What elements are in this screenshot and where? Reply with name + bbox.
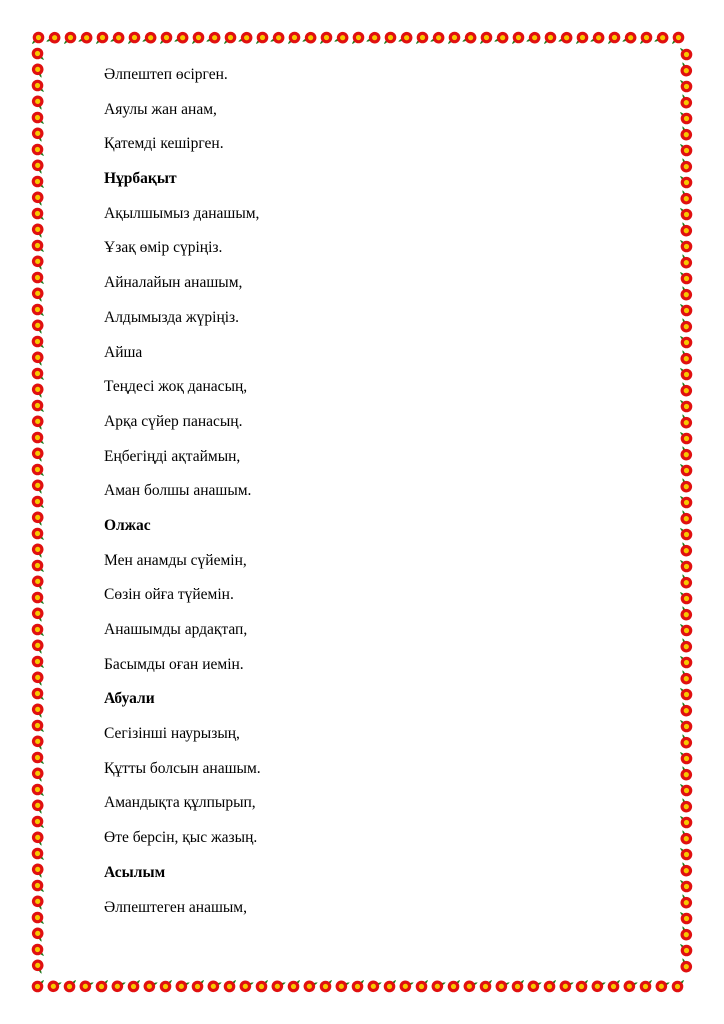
red-flower-icon <box>270 978 286 994</box>
red-flower-icon <box>206 30 222 46</box>
red-flower-icon <box>678 190 694 206</box>
poem-line: Аман болшы анашым. <box>104 482 252 500</box>
poem-author-heading: Асылым <box>104 863 166 881</box>
red-flower-icon <box>30 878 46 894</box>
red-flower-icon <box>30 978 46 994</box>
red-flower-icon <box>110 30 126 46</box>
red-flower-icon <box>446 978 462 994</box>
red-flower-icon <box>678 462 694 478</box>
red-flower-icon <box>446 30 462 46</box>
red-flower-icon <box>254 978 270 994</box>
poem-text <box>104 64 644 931</box>
red-flower-icon <box>678 382 694 398</box>
red-flower-icon <box>678 222 694 238</box>
poem-line: Теңдесі жоқ данасың, <box>104 378 248 396</box>
red-flower-icon <box>30 830 46 846</box>
red-flower-icon <box>30 430 46 446</box>
red-flower-icon <box>110 978 126 994</box>
red-flower-icon <box>30 142 46 158</box>
red-flower-icon <box>30 302 46 318</box>
red-flower-icon <box>574 30 590 46</box>
red-flower-icon <box>638 978 654 994</box>
red-flower-icon <box>542 30 558 46</box>
poem-line: Алдымызда жүріңіз. <box>104 308 240 326</box>
red-flower-icon <box>478 30 494 46</box>
poem-line: Амандықта құлпырып, <box>104 794 256 812</box>
red-flower-icon <box>678 638 694 654</box>
red-flower-icon <box>238 978 254 994</box>
red-flower-icon <box>678 414 694 430</box>
red-flower-icon <box>30 606 46 622</box>
red-flower-icon <box>678 894 694 910</box>
red-flower-icon <box>678 782 694 798</box>
red-flower-icon <box>94 30 110 46</box>
red-flower-icon <box>30 814 46 830</box>
red-flower-icon <box>510 30 526 46</box>
red-flower-icon <box>30 382 46 398</box>
red-flower-icon <box>30 590 46 606</box>
red-flower-icon <box>678 526 694 542</box>
red-flower-icon <box>142 978 158 994</box>
red-flower-icon <box>678 718 694 734</box>
red-flower-icon <box>638 30 654 46</box>
red-flower-icon <box>142 30 158 46</box>
poem-line: Сегізінші наурызың, <box>104 725 240 743</box>
red-flower-icon <box>286 978 302 994</box>
red-flower-icon <box>30 622 46 638</box>
red-flower-icon <box>678 238 694 254</box>
red-flower-icon <box>654 30 670 46</box>
red-flower-icon <box>30 94 46 110</box>
red-flower-icon <box>678 302 694 318</box>
red-flower-icon <box>678 158 694 174</box>
poem-line: Арқа сүйер панасың. <box>104 412 243 430</box>
red-flower-icon <box>678 702 694 718</box>
red-flower-icon <box>30 494 46 510</box>
red-flower-icon <box>678 142 694 158</box>
red-flower-icon <box>678 510 694 526</box>
red-flower-icon <box>542 978 558 994</box>
red-flower-icon <box>430 30 446 46</box>
red-flower-icon <box>30 462 46 478</box>
red-flower-icon <box>46 978 62 994</box>
red-flower-icon <box>414 30 430 46</box>
red-flower-icon <box>678 110 694 126</box>
red-flower-icon <box>222 978 238 994</box>
red-flower-icon <box>678 270 694 286</box>
red-flower-icon <box>30 30 46 46</box>
red-flower-icon <box>30 846 46 862</box>
red-flower-icon <box>30 942 46 958</box>
red-flower-icon <box>678 78 694 94</box>
red-flower-icon <box>30 46 46 62</box>
red-flower-icon <box>678 574 694 590</box>
red-flower-icon <box>334 30 350 46</box>
red-flower-icon <box>678 334 694 350</box>
red-flower-icon <box>158 978 174 994</box>
poem-line: Сөзін ойға түйемін. <box>104 586 234 604</box>
red-flower-icon <box>678 846 694 862</box>
red-flower-icon <box>622 30 638 46</box>
red-flower-icon <box>30 558 46 574</box>
red-flower-icon <box>30 414 46 430</box>
red-flower-icon <box>462 30 478 46</box>
poem-author-heading: Нұрбақыт <box>104 170 177 188</box>
red-flower-icon <box>678 926 694 942</box>
red-flower-icon <box>30 446 46 462</box>
red-flower-icon <box>678 654 694 670</box>
red-flower-icon <box>30 62 46 78</box>
red-flower-icon <box>606 30 622 46</box>
red-flower-icon <box>678 734 694 750</box>
poem-line: Айналайын анашым, <box>104 274 243 292</box>
red-flower-icon <box>678 766 694 782</box>
red-flower-icon <box>558 978 574 994</box>
red-flower-icon <box>478 978 494 994</box>
red-flower-icon <box>30 766 46 782</box>
red-flower-icon <box>678 910 694 926</box>
red-flower-icon <box>678 446 694 462</box>
red-flower-icon <box>62 978 78 994</box>
poem-line: Өте берсін, қыс жазың. <box>104 829 258 847</box>
red-flower-icon <box>398 978 414 994</box>
red-flower-icon <box>590 30 606 46</box>
red-flower-icon <box>678 878 694 894</box>
red-flower-icon <box>670 30 686 46</box>
red-flower-icon <box>30 894 46 910</box>
flower-border-right <box>678 46 694 974</box>
red-flower-icon <box>678 494 694 510</box>
poem-line: Құтты болсын анашым. <box>104 759 261 777</box>
red-flower-icon <box>30 574 46 590</box>
red-flower-icon <box>30 174 46 190</box>
red-flower-icon <box>126 30 142 46</box>
red-flower-icon <box>678 542 694 558</box>
red-flower-icon <box>678 622 694 638</box>
red-flower-icon <box>254 30 270 46</box>
red-flower-icon <box>30 542 46 558</box>
red-flower-icon <box>78 30 94 46</box>
red-flower-icon <box>526 978 542 994</box>
red-flower-icon <box>678 590 694 606</box>
red-flower-icon <box>30 110 46 126</box>
red-flower-icon <box>30 526 46 542</box>
red-flower-icon <box>30 398 46 414</box>
red-flower-icon <box>678 286 694 302</box>
red-flower-icon <box>398 30 414 46</box>
red-flower-icon <box>222 30 238 46</box>
red-flower-icon <box>678 126 694 142</box>
flower-border-top <box>30 30 686 46</box>
red-flower-icon <box>670 978 686 994</box>
red-flower-icon <box>678 46 694 62</box>
red-flower-icon <box>30 958 46 974</box>
poem-line: Ақылшымыз данашым, <box>104 204 260 222</box>
red-flower-icon <box>30 910 46 926</box>
red-flower-icon <box>678 62 694 78</box>
red-flower-icon <box>678 318 694 334</box>
red-flower-icon <box>678 366 694 382</box>
red-flower-icon <box>30 782 46 798</box>
red-flower-icon <box>510 978 526 994</box>
flower-border-left <box>30 46 46 974</box>
poem-line: Басымды оған иемін. <box>104 655 244 673</box>
red-flower-icon <box>190 30 206 46</box>
red-flower-icon <box>30 270 46 286</box>
red-flower-icon <box>678 478 694 494</box>
red-flower-icon <box>318 30 334 46</box>
red-flower-icon <box>30 718 46 734</box>
red-flower-icon <box>62 30 78 46</box>
red-flower-icon <box>30 734 46 750</box>
red-flower-icon <box>678 606 694 622</box>
red-flower-icon <box>30 254 46 270</box>
red-flower-icon <box>30 750 46 766</box>
red-flower-icon <box>286 30 302 46</box>
red-flower-icon <box>678 174 694 190</box>
red-flower-icon <box>678 686 694 702</box>
poem-line: Еңбегіңді ақтаймын, <box>104 447 241 465</box>
red-flower-icon <box>590 978 606 994</box>
red-flower-icon <box>382 978 398 994</box>
red-flower-icon <box>678 430 694 446</box>
red-flower-icon <box>430 978 446 994</box>
red-flower-icon <box>30 926 46 942</box>
poem-line: Әлпештеп өсірген. <box>104 66 228 83</box>
red-flower-icon <box>622 978 638 994</box>
red-flower-icon <box>238 30 254 46</box>
red-flower-icon <box>30 318 46 334</box>
red-flower-icon <box>30 126 46 142</box>
red-flower-icon <box>30 478 46 494</box>
red-flower-icon <box>678 206 694 222</box>
red-flower-icon <box>30 158 46 174</box>
red-flower-icon <box>558 30 574 46</box>
red-flower-icon <box>678 670 694 686</box>
poem-line: Ұзақ өмір сүріңіз. <box>104 239 223 257</box>
red-flower-icon <box>678 94 694 110</box>
red-flower-icon <box>30 286 46 302</box>
red-flower-icon <box>678 798 694 814</box>
red-flower-icon <box>302 978 318 994</box>
red-flower-icon <box>678 750 694 766</box>
red-flower-icon <box>414 978 430 994</box>
red-flower-icon <box>30 510 46 526</box>
red-flower-icon <box>366 978 382 994</box>
red-flower-icon <box>382 30 398 46</box>
red-flower-icon <box>462 978 478 994</box>
red-flower-icon <box>30 670 46 686</box>
red-flower-icon <box>206 978 222 994</box>
red-flower-icon <box>158 30 174 46</box>
poem-line: Аяулы жан анам, <box>104 100 217 118</box>
red-flower-icon <box>30 862 46 878</box>
poem-line: Әлпештеген анашым, <box>104 898 247 916</box>
poem-author-heading: Олжас <box>104 516 151 534</box>
red-flower-icon <box>30 78 46 94</box>
red-flower-icon <box>678 558 694 574</box>
poem-line: Мен анамды сүйемін, <box>104 551 247 569</box>
red-flower-icon <box>678 814 694 830</box>
red-flower-icon <box>30 222 46 238</box>
red-flower-icon <box>350 978 366 994</box>
red-flower-icon <box>334 978 350 994</box>
red-flower-icon <box>30 350 46 366</box>
red-flower-icon <box>174 30 190 46</box>
poem-line: Қатемді кешірген. <box>104 135 224 153</box>
red-flower-icon <box>678 862 694 878</box>
red-flower-icon <box>678 254 694 270</box>
red-flower-icon <box>302 30 318 46</box>
poem-author-heading: Абуали <box>104 690 155 708</box>
red-flower-icon <box>494 978 510 994</box>
red-flower-icon <box>574 978 590 994</box>
poem-line: Айша <box>104 343 143 361</box>
red-flower-icon <box>318 978 334 994</box>
red-flower-icon <box>30 190 46 206</box>
red-flower-icon <box>30 206 46 222</box>
red-flower-icon <box>30 366 46 382</box>
red-flower-icon <box>94 978 110 994</box>
red-flower-icon <box>126 978 142 994</box>
red-flower-icon <box>30 334 46 350</box>
red-flower-icon <box>494 30 510 46</box>
poem-line: Анашымды ардақтап, <box>104 621 248 638</box>
red-flower-icon <box>30 654 46 670</box>
red-flower-icon <box>678 398 694 414</box>
red-flower-icon <box>46 30 62 46</box>
red-flower-icon <box>30 686 46 702</box>
red-flower-icon <box>174 978 190 994</box>
red-flower-icon <box>30 638 46 654</box>
red-flower-icon <box>654 978 670 994</box>
red-flower-icon <box>606 978 622 994</box>
red-flower-icon <box>30 702 46 718</box>
red-flower-icon <box>678 942 694 958</box>
red-flower-icon <box>30 798 46 814</box>
red-flower-icon <box>678 830 694 846</box>
red-flower-icon <box>678 350 694 366</box>
red-flower-icon <box>678 958 694 974</box>
red-flower-icon <box>350 30 366 46</box>
red-flower-icon <box>78 978 94 994</box>
red-flower-icon <box>366 30 382 46</box>
red-flower-icon <box>526 30 542 46</box>
flower-border-bottom <box>30 978 686 994</box>
red-flower-icon <box>30 238 46 254</box>
red-flower-icon <box>190 978 206 994</box>
red-flower-icon <box>270 30 286 46</box>
